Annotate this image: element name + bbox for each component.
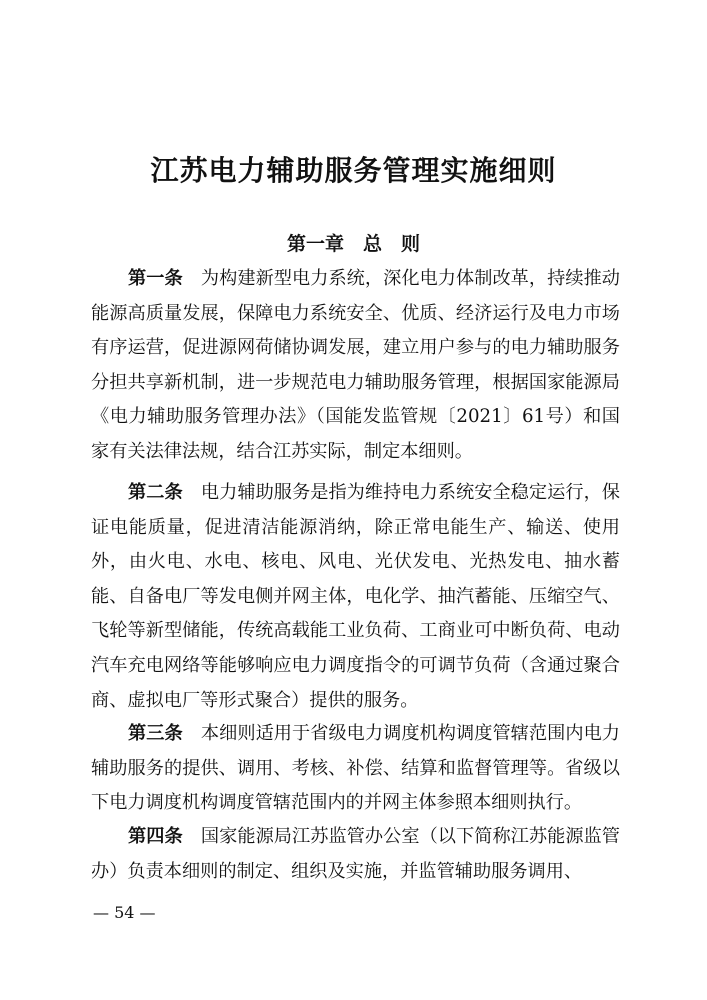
article-2 [91,476,620,718]
article-text: 国家能源局江苏监管办公室（以下简称江苏能源监管办）负责本细则的制定、组织及实施，并监管辅助服务调用、 [91,826,620,882]
article-text: 本细则适用于省级电力调度机构调度管辖范围内电力辅助服务的提供、调用、考核、补偿、结算和监督管理等。省级以下电力调度机构调度管辖范围内的并网主体参照本细则执行。 [91,723,620,814]
article-4 [91,820,620,889]
article-label: 第一条 [128,268,183,289]
chapter-heading: 第一章 总 则 [286,233,420,255]
page-number: — 54 — [93,903,156,922]
article-text: 为构建新型电力系统，深化电力体制改革，持续推动能源高质量发展，保障电力系统安全、优质、经济运行及电力市场有序运营，促进源网荷储协调发展，建立用户参与的电力辅助服务分担共享新机制，进一步规范电力辅助服务管理，根据国家能源局《电力辅助服务管理办法》（国能发监管规〔2021〕61号）和国家有关法律法规，结合江苏实际，制定本细则。 [91,268,620,462]
article-1 [91,262,620,470]
article-3 [91,717,620,821]
article-label: 第二条 [128,482,183,503]
article-label: 第四条 [128,826,183,847]
article-text: 电力辅助服务是指为维持电力系统安全稳定运行，保证电能质量，促进清洁能源消纳，除正常电能生产、输送、使用外，由火电、水电、核电、风电、光伏发电、光热发电、抽水蓄能、自备电厂等发电侧并网主体，电化学、抽汽蓄能、压缩空气、飞轮等新型储能，传统高载能工业负荷、工商业可中断负荷、电动汽车充电网络等能够响应电力调度指令的可调节负荷（含通过聚合商、虚拟电厂等形式聚合）提供的服务。 [91,482,620,711]
article-label: 第三条 [128,723,183,744]
document-title: 江苏电力辅助服务管理实施细则 [150,154,557,187]
